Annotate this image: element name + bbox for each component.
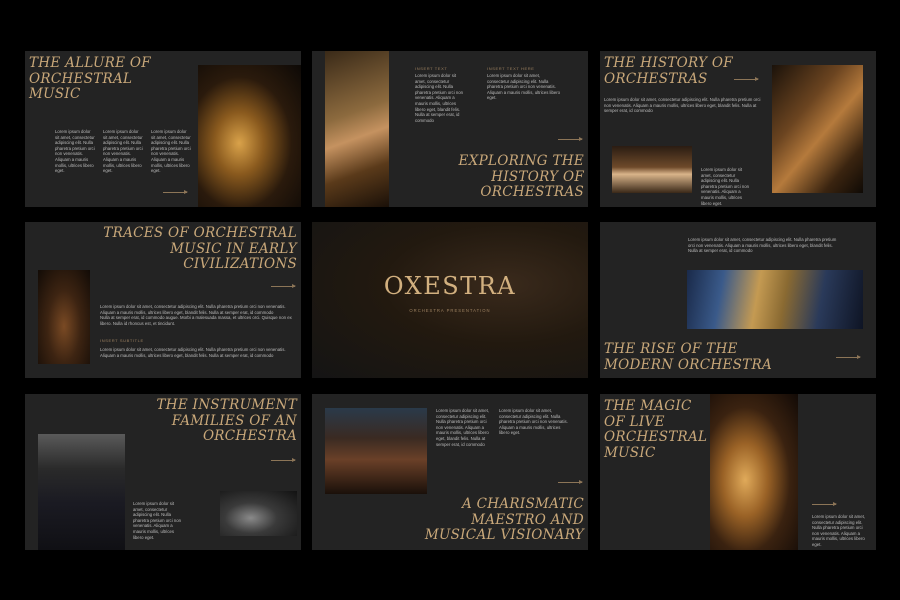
slide-maestro[interactable] bbox=[312, 394, 588, 550]
violin-bow-photo bbox=[772, 65, 863, 193]
slide-title: THE RISE OF THE MODERN ORCHESTRA bbox=[604, 341, 772, 373]
arrow-right-icon bbox=[836, 357, 860, 358]
slide-traces[interactable] bbox=[25, 222, 301, 378]
body-text: Lorem ipsum dolor sit amet, consectetur adipiscing elit. Nulla pharetra pretium orci non venenatis. Aliquam a mauris mollis, ultrices libero eget, blandit felis. Nulla at semper erat, id commodo bbox=[688, 237, 837, 254]
slide-title: A CHARISMATIC MAESTRO AND MUSICAL VISIONARY bbox=[424, 496, 584, 543]
arrow-right-icon bbox=[271, 460, 295, 461]
body-text: Lorem ipsum dolor sit amet, consectetur adipiscing elit. Nulla pharetra pretium orci non venenatis. Aliquam a mauris mollis, ultrices libero eget. bbox=[151, 129, 191, 174]
body-text: Lorem ipsum dolor sit amet, consectetur adipiscing elit. Nulla pharetra pretium orci non venenatis. Aliquam a mauris mollis, ultrices libero eget. bbox=[487, 73, 561, 101]
slide-exploring-history[interactable] bbox=[312, 51, 588, 207]
slide-title: THE ALLURE OF ORCHESTRAL MUSIC bbox=[29, 55, 151, 102]
slide-cover[interactable] bbox=[312, 222, 588, 378]
body-text: Lorem ipsum dolor sit amet, consectetur adipiscing elit. Nulla pharetra pretium orci non venenatis. Aliquam a mauris mollis, ultrices libero eget, blandit felis. Nulla at semper erat, id commodo bbox=[436, 408, 490, 447]
arrow-right-icon bbox=[558, 139, 582, 140]
insert-text-label: INSERT TEXT bbox=[415, 66, 448, 71]
body-text: Lorem ipsum dolor sit amet, consectetur adipiscing elit. Nulla pharetra pretium orci non venenatis. Aliquam a mauris mollis, ultrices libero eget, blandit felis. Nulla at semper erat, id commodo bbox=[415, 73, 464, 123]
string-players-photo bbox=[325, 408, 427, 494]
cover-subtitle: ORCHESTRA PRESENTATION bbox=[409, 308, 491, 313]
slide-rise-modern[interactable] bbox=[600, 222, 876, 378]
insert-text-label: INSERT TEXT HERE bbox=[487, 66, 535, 71]
body-text: Lorem ipsum dolor sit amet, consectetur adipiscing elit. Nulla pharetra pretium orci non venenatis. Aliquam a mauris mollis, ultrices libero eget. bbox=[499, 408, 568, 436]
slide-history-orchestras[interactable] bbox=[600, 51, 876, 207]
body-text: Lorem ipsum dolor sit amet, consectetur adipiscing elit. Nulla pharetra pretium orci non venenatis. Aliquam a mauris mollis, ultrices libero eget. bbox=[103, 129, 143, 174]
arrow-right-icon bbox=[271, 286, 295, 287]
body-text: Lorem ipsum dolor sit amet, consectetur adipiscing elit. Nulla pharetra pretium orci non venenatis. Aliquam a mauris mollis, ultrices libero eget. bbox=[55, 129, 95, 174]
slide-allure[interactable] bbox=[25, 51, 301, 207]
body-text: Lorem ipsum dolor sit amet, consectetur adipiscing elit. Nulla pharetra pretium orci non venenatis. Aliquam a mauris mollis, ultrices libero eget. bbox=[133, 501, 182, 540]
body-text: Lorem ipsum dolor sit amet, consectetur adipiscing elit. Nulla pharetra pretium orci non venenatis. Aliquam a mauris mollis, ultrices libero eget. bbox=[701, 167, 750, 206]
slide-magic-live[interactable] bbox=[600, 394, 876, 550]
body-text: Nulla at semper erat, id commodo augue. Morbi a malesuada massa, et ultrices orci. Quisque non ex libero. Nulla id rhoncus est, et tincidunt. bbox=[100, 315, 292, 326]
slide-title: THE INSTRUMENT FAMILIES OF AN ORCHESTRA bbox=[156, 397, 297, 444]
arrow-right-icon bbox=[812, 504, 836, 505]
arrow-right-icon bbox=[734, 79, 758, 80]
slide-title: THE MAGIC OF LIVE ORCHESTRAL MUSIC bbox=[604, 398, 708, 461]
arrow-right-icon bbox=[163, 192, 187, 193]
conductor-photo bbox=[220, 491, 297, 536]
slide-title: EXPLORING THE HISTORY OF ORCHESTRAS bbox=[458, 153, 584, 200]
body-text: Lorem ipsum dolor sit amet, consectetur adipiscing elit. Nulla pharetra pretium orci non venenatis. Aliquam a mauris mollis, ultrices libero eget, blandit felis. Nulla at semper erat, id commodo bbox=[604, 97, 761, 114]
violinists-photo bbox=[38, 270, 90, 364]
body-text: Lorem ipsum dolor sit amet, consectetur adipiscing elit. Nulla pharetra pretium orci non venenatis. Aliquam a mauris mollis, ultrices libero eget, blandit felis. Nulla at semper erat, id commodo bbox=[100, 304, 286, 315]
orchestra-photo bbox=[312, 222, 588, 378]
slide-instrument-families[interactable] bbox=[25, 394, 301, 550]
arrow-right-icon bbox=[558, 482, 582, 483]
singer-photo bbox=[38, 434, 125, 550]
cover-title: OXESTRA bbox=[383, 272, 517, 300]
tuba-photo bbox=[710, 394, 798, 550]
slide-title: TRACES OF ORCHESTRAL MUSIC IN EARLY CIVILIZATIONS bbox=[103, 225, 297, 272]
body-text: Lorem ipsum dolor sit amet, consectetur adipiscing elit. Nulla pharetra pretium orci non venenatis. Aliquam a mauris mollis, ultrices libero eget, blandit felis. Nulla at semper erat, id commodo bbox=[100, 347, 286, 358]
tuba-photo bbox=[198, 65, 301, 207]
brass-section-photo bbox=[687, 270, 863, 329]
concert-hall-photo bbox=[612, 146, 692, 193]
slide-title: THE HISTORY OF ORCHESTRAS bbox=[604, 55, 733, 87]
conductor-hand-photo bbox=[325, 51, 389, 207]
body-text: Lorem ipsum dolor sit amet, consectetur adipiscing elit. Nulla pharetra pretium orci non venenatis. Aliquam a mauris mollis, ultrices libero eget. bbox=[812, 514, 866, 547]
insert-subtitle-label: INSERT SUBTITLE bbox=[100, 338, 144, 343]
